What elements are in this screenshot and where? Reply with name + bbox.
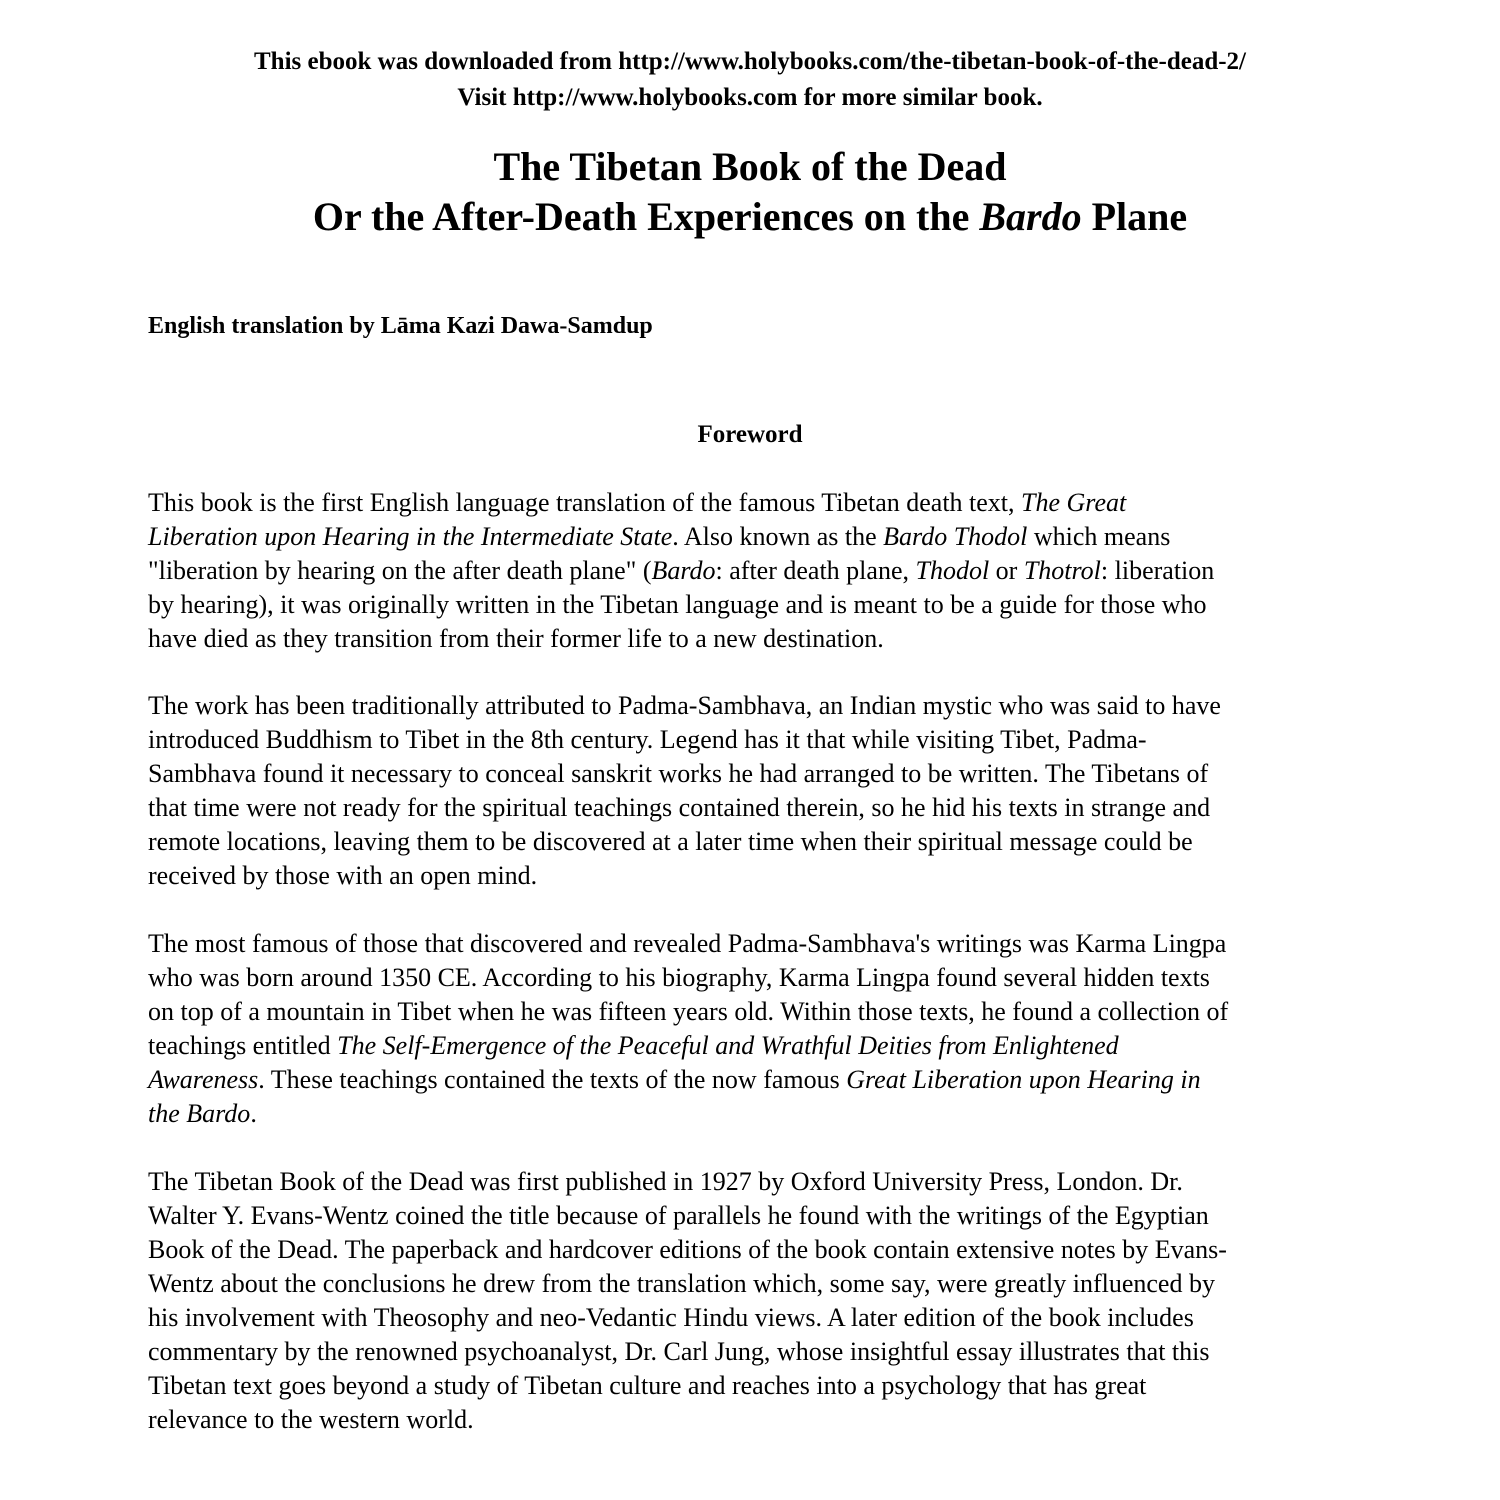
paragraph-3 bbox=[148, 927, 1368, 1131]
section-heading-foreword: Foreword bbox=[697, 421, 803, 448]
book-title-line-2 bbox=[0, 192, 1500, 242]
text-line: Tibetan text goes beyond a study of Tibetan culture and reaches into a psychology that has great bbox=[148, 1371, 1147, 1400]
italic-run: Great Liberation upon Hearing in bbox=[846, 1065, 1201, 1094]
text-line: who was born around 1350 CE. According to his biography, Karma Lingpa found several hidden texts bbox=[148, 963, 1210, 992]
text-line: Book of the Dead. The paperback and hardcover editions of the book contain extensive notes by Evans- bbox=[148, 1235, 1227, 1264]
italic-run: The Great bbox=[1021, 488, 1127, 517]
text-line: Wentz about the conclusions he drew from the translation which, some say, were greatly influenced by bbox=[148, 1269, 1215, 1298]
paragraph-2 bbox=[148, 689, 1368, 893]
text-run: or bbox=[989, 556, 1024, 585]
download-notice-line-2: Visit http://www.holybooks.com for more similar book. bbox=[457, 84, 1043, 111]
italic-run: Thotrol bbox=[1023, 556, 1101, 585]
text-line: have died as they transition from their former life to a new destination. bbox=[148, 624, 884, 653]
italic-run: Bardo Thodol bbox=[883, 522, 1028, 551]
text-run: . Also known as the bbox=[672, 522, 884, 551]
italic-run: Thodol bbox=[915, 556, 990, 585]
text-line bbox=[148, 486, 1368, 520]
book-title bbox=[0, 142, 1500, 242]
italic-run: Awareness bbox=[148, 1065, 259, 1094]
text-line bbox=[148, 554, 1368, 588]
paragraph-1 bbox=[148, 486, 1368, 656]
text-line bbox=[148, 1029, 1368, 1063]
text-run: . These teachings contained the texts of the now famous bbox=[258, 1065, 847, 1094]
text-line: received by those with an open mind. bbox=[148, 861, 538, 890]
italic-run: Liberation upon Hearing in the Intermediate State bbox=[148, 522, 673, 551]
text-line: by hearing), it was originally written in the Tibetan language and is meant to be a guide for those who bbox=[148, 590, 1207, 619]
text-line: that time were not ready for the spiritual teachings contained therein, so he hid his texts in strange and bbox=[148, 793, 1211, 822]
text-line: on top of a mountain in Tibet when he was fifteen years old. Within those texts, he found a collection of bbox=[148, 997, 1229, 1026]
text-run: teachings entitled bbox=[148, 1031, 338, 1060]
text-run: : liberation bbox=[1100, 556, 1215, 585]
text-line: commentary by the renowned psychoanalyst, Dr. Carl Jung, whose insightful essay illustrates that this bbox=[148, 1337, 1210, 1366]
italic-run: The Self-Emergence of the Peaceful and Wrathful Deities from Enlightened bbox=[337, 1031, 1119, 1060]
text-line bbox=[148, 1097, 1368, 1131]
title-italic-bardo: Bardo bbox=[979, 194, 1082, 239]
text-run: which means bbox=[1027, 522, 1171, 551]
text-run: . bbox=[250, 1099, 257, 1128]
title-text: Or the After-Death Experiences on the bbox=[312, 194, 980, 239]
text-run: : after death plane, bbox=[715, 556, 916, 585]
text-line: introduced Buddhism to Tibet in the 8th century. Legend has it that while visiting Tibet, Padma- bbox=[148, 725, 1147, 754]
text-line: The work has been traditionally attributed to Padma-Sambhava, an Indian mystic who was said to have bbox=[148, 691, 1221, 720]
text-line: Walter Y. Evans-Wentz coined the title because of parallels he found with the writings of the Egyptian bbox=[148, 1201, 1209, 1230]
text-line bbox=[148, 1063, 1368, 1097]
italic-run: the Bardo bbox=[148, 1099, 251, 1128]
text-line: The most famous of those that discovered and revealed Padma-Sambhava's writings was Karma Lingpa bbox=[148, 929, 1227, 958]
text-run: "liberation by hearing on the after death plane" ( bbox=[148, 556, 652, 585]
text-line: The Tibetan Book of the Dead was first published in 1927 by Oxford University Press, London. Dr. bbox=[148, 1167, 1183, 1196]
text-line bbox=[148, 520, 1368, 554]
text-line: relevance to the western world. bbox=[148, 1405, 474, 1434]
download-notice bbox=[0, 44, 1500, 116]
italic-run: Bardo bbox=[651, 556, 716, 585]
translator-credit: English translation by Lāma Kazi Dawa-Samdup bbox=[148, 313, 653, 339]
text-line: Sambhava found it necessary to conceal sanskrit works he had arranged to be written. The Tibetans of bbox=[148, 759, 1209, 788]
text-line: his involvement with Theosophy and neo-Vedantic Hindu views. A later edition of the book includes bbox=[148, 1303, 1194, 1332]
title-text: Plane bbox=[1081, 194, 1188, 239]
text-line: remote locations, leaving them to be discovered at a later time when their spiritual message could be bbox=[148, 827, 1193, 856]
book-title-line-1: The Tibetan Book of the Dead bbox=[493, 144, 1007, 189]
paragraph-4 bbox=[148, 1165, 1368, 1437]
download-notice-line-1: This ebook was downloaded from http://www.holybooks.com/the-tibetan-book-of-the-dead-2/ bbox=[254, 48, 1246, 75]
text-run: This book is the first English language translation of the famous Tibetan death text, bbox=[148, 488, 1022, 517]
